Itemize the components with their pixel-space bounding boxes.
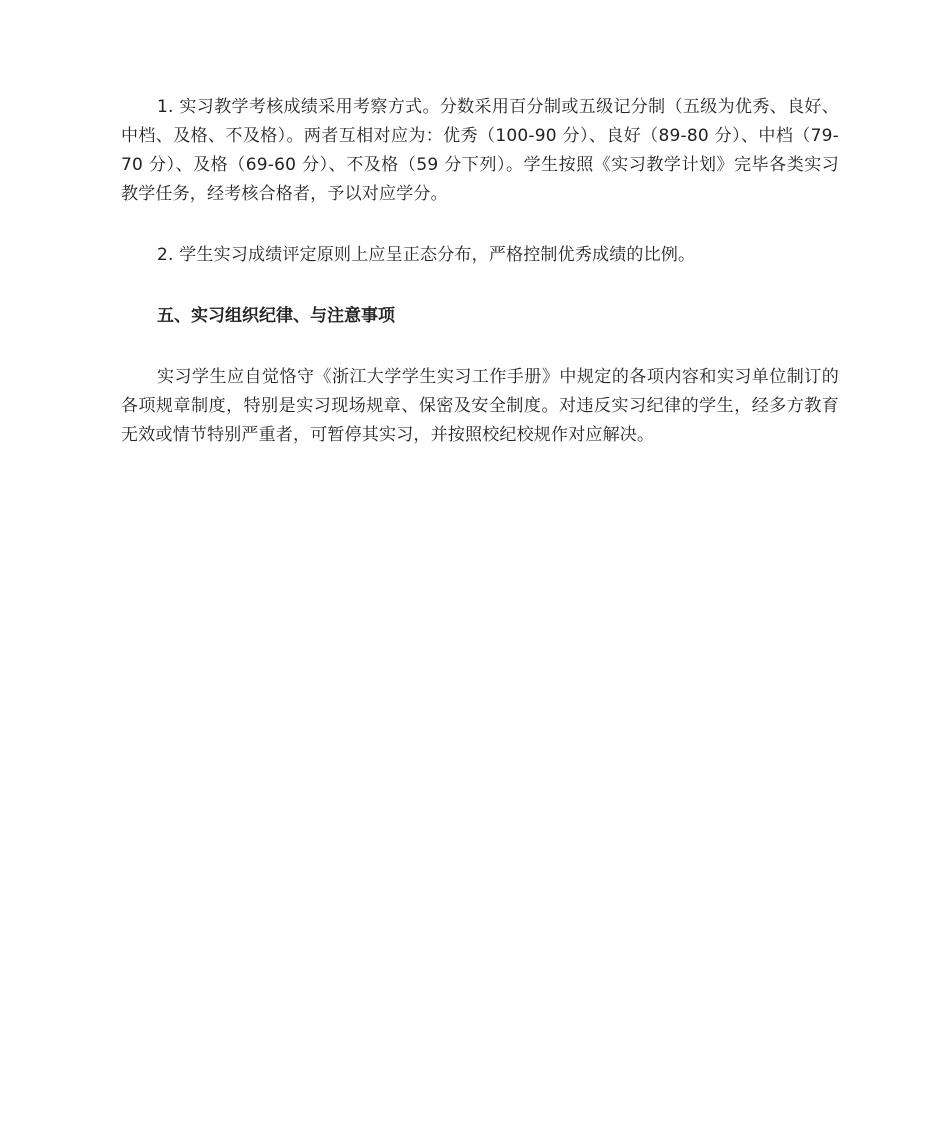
paragraph-spacer — [121, 331, 839, 363]
section-heading: 五、实习组织纪律、与注意事项 — [157, 306, 395, 326]
paragraph-spacer — [121, 209, 839, 241]
paragraph-spacer — [121, 270, 839, 302]
document-body — [121, 93, 839, 450]
paragraph-discipline: 实习学生应自觉恪守《浙江大学学生实习工作手册》中规定的各项内容和实习单位制订的各项规章制度，特别是实习现场规章、保密及安全制度。对违反实习纪律的学生，经多方教育无效或情节特别严重者，可暂停其实习，并按照校纪校规作对应解决。 — [121, 367, 839, 445]
paragraph-grade-distribution: 2. 学生实习成绩评定原则上应呈正态分布，严格控制优秀成绩的比例。 — [157, 245, 696, 265]
paragraph-assessment-method: 1. 实习教学考核成绩采用考察方式。分数采用百分制或五级记分制（五级为优秀、良好、中档、及格、不及格）。两者互相对应为：优秀（100-90 分）、良好（89-80 分）、中档（79-70 分）、及格（69-60 分）、不及格（59 分下列）。学生按照《实习教学计划》完毕各类实习教学任务，经考核合格者，予以对应学分。 — [121, 97, 839, 204]
